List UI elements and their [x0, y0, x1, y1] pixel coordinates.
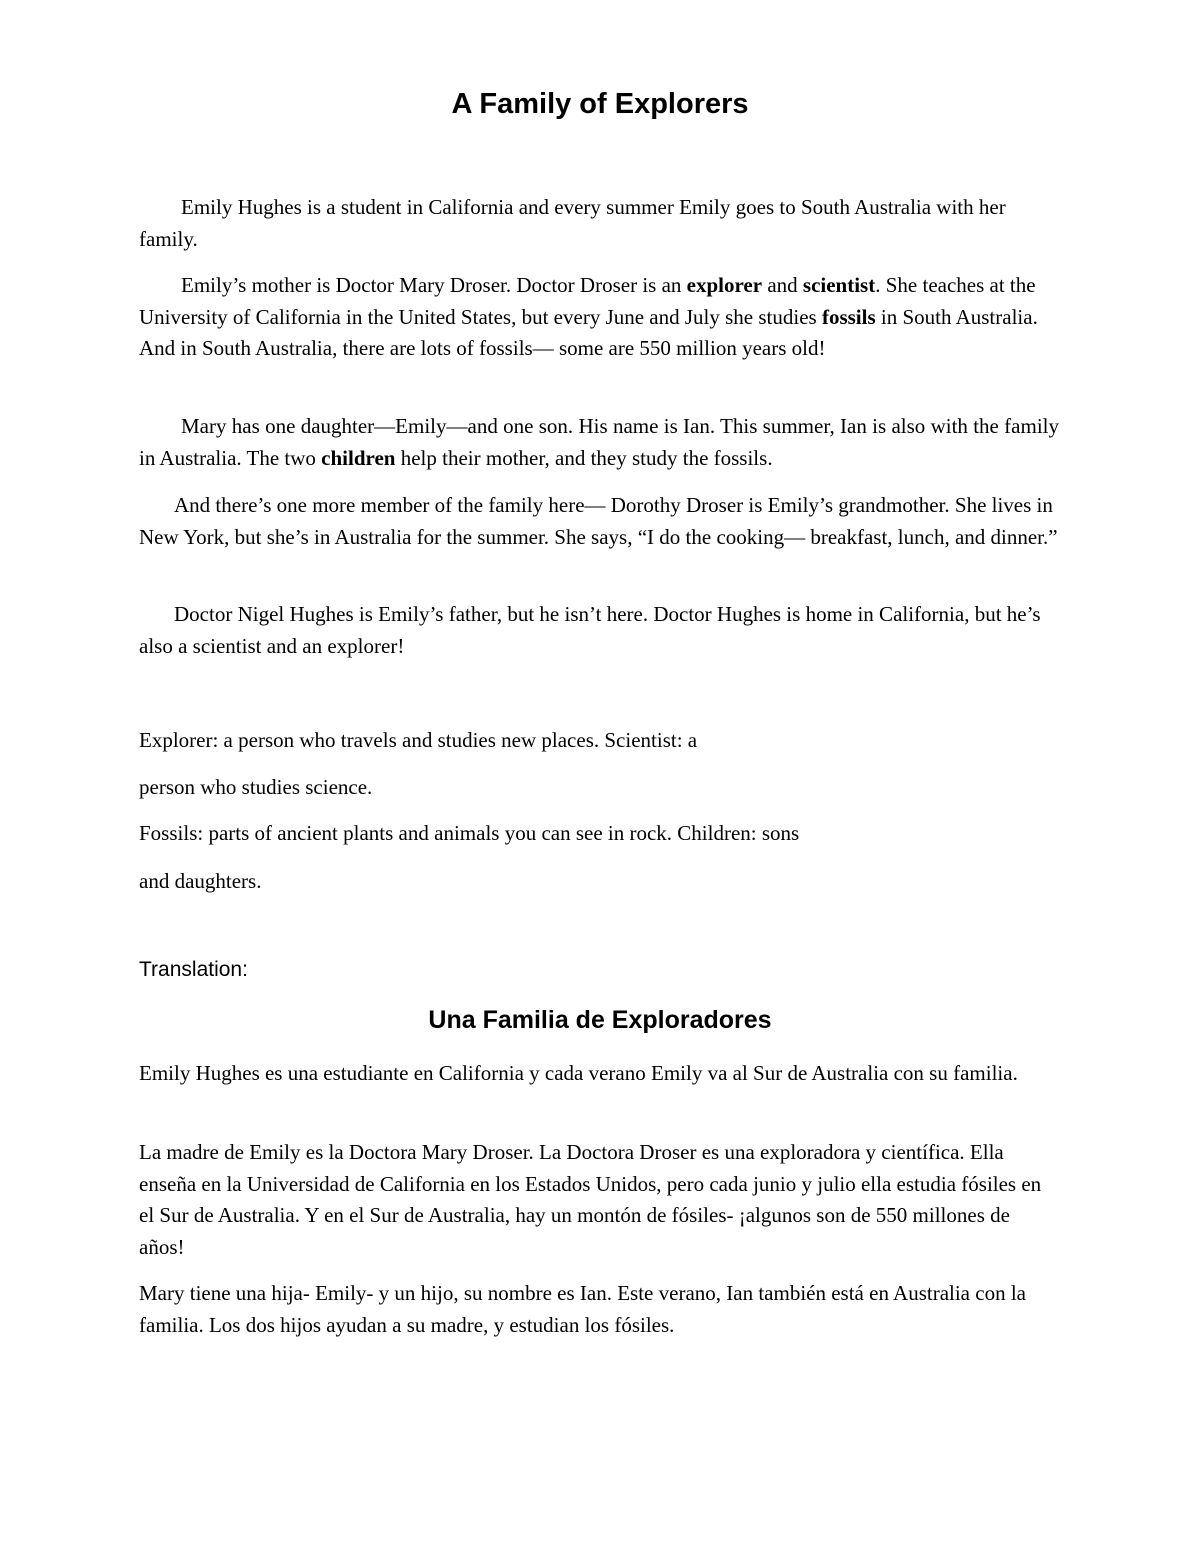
bold-term-explorer: explorer [686, 273, 763, 297]
bold-term-scientist: scientist [802, 273, 876, 297]
glossary-line: Fossils: parts of ancient plants and animals you can see in rock. Children: sons [139, 821, 800, 845]
paragraph-mother [139, 270, 1059, 365]
translation-paragraph: La madre de Emily es la Doctora Mary Droser. La Doctora Droser es una exploradora y científica. Ella enseña en la Universidad de California en los Estados Unidos, pero cada junio y julio ella estudia fósiles en el Sur de Australia. Y en el Sur de Australia, hay un montón de fósiles- ¡algunos son de 550 millones de años! [139, 1140, 1042, 1259]
bold-term-children: children [321, 445, 396, 470]
translation-paragraph: Mary tiene una hija- Emily- y un hijo, su nombre es Ian. Este verano, Ian también está en Australia con la familia. Los dos hijos ayudan a su madre, y estudian los fósiles. [139, 1281, 1026, 1337]
paragraph-father: Doctor Nigel Hughes is Emily’s father, but he isn’t here. Doctor Hughes is home in California, but he’s also a scientist and an explorer! [139, 602, 1041, 658]
translation-title: Una Familia de Exploradores [428, 1006, 772, 1034]
bold-term-fossils: fossils [821, 304, 876, 329]
paragraph-text: and [762, 273, 803, 297]
glossary-line: and daughters. [139, 869, 262, 893]
paragraph-children [139, 411, 1059, 474]
paragraph-text: Mary has one daughter—Emily—and one son. His name is Ian. This summer, Ian is also with the family in Australia. The two [139, 414, 1059, 470]
paragraph-intro: Emily Hughes is a student in California and every summer Emily goes to South Australia with her family. [139, 195, 1006, 251]
translation-paragraph: Emily Hughes es una estudiante en California y cada verano Emily va al Sur de Australia con su familia. [139, 1061, 1018, 1085]
page-title: A Family of Explorers [451, 88, 749, 120]
glossary-line: person who studies science. [139, 775, 373, 799]
paragraph-text: Emily’s mother is Doctor Mary Droser. Doctor Droser is an [181, 273, 687, 297]
paragraph-grandmother: And there’s one more member of the family here— Dorothy Droser is Emily’s grandmother. She lives in New York, but she’s in Australia for the summer. She says, “I do the cooking— breakfast, lunch, and dinner.” [139, 493, 1058, 549]
paragraph-text: in South Australia. And in South Australia, there are lots of fossils— some are 550 million years old! [139, 304, 1038, 360]
paragraph-text: . She teaches at the University of California in the United States, but every June and July she studies [139, 273, 1036, 329]
paragraph-text: help their mother, and they study the fossils. [395, 445, 773, 470]
glossary-line: Explorer: a person who travels and studies new places. Scientist: a [139, 728, 698, 752]
translation-label: Translation: [139, 958, 248, 981]
